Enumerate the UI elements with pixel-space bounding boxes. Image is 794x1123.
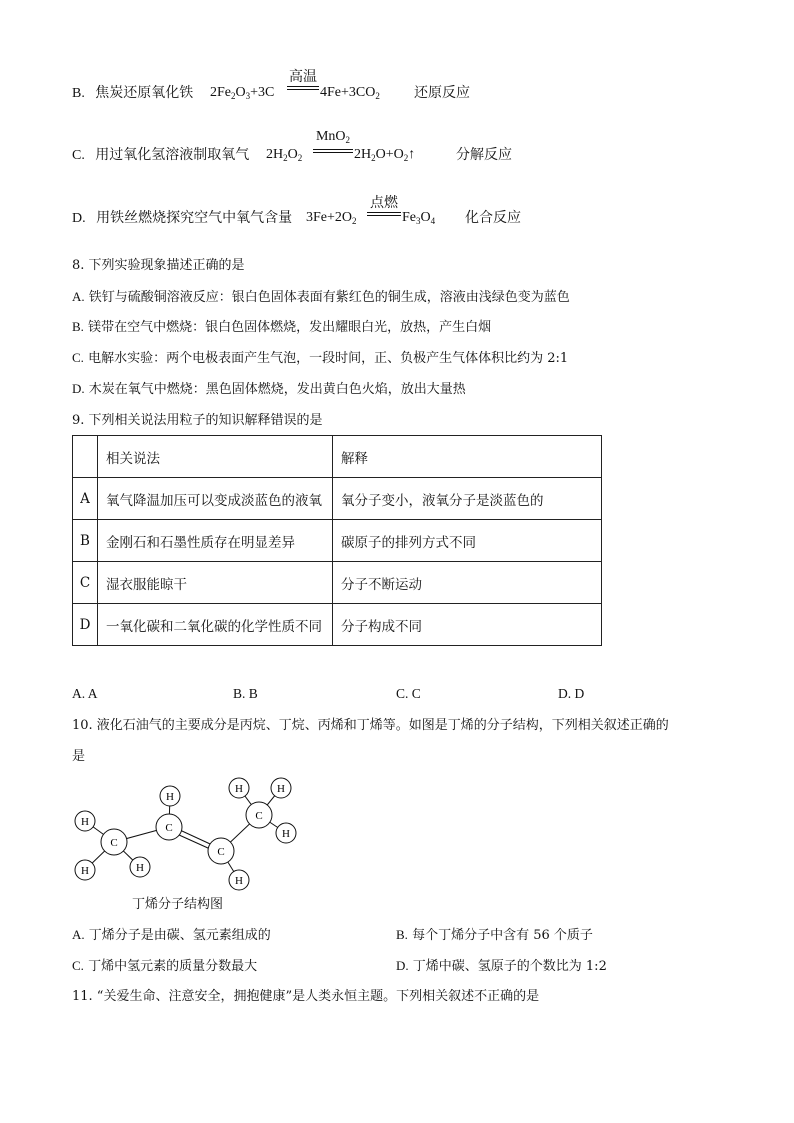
q10-stem-continued: 是: [72, 749, 86, 764]
svg-text:H: H: [81, 816, 89, 828]
equals-sign: [313, 149, 353, 153]
table-header-cell: 解释: [333, 436, 602, 478]
reaction-condition: 点燃: [370, 195, 398, 211]
table-cell: C: [73, 562, 98, 604]
svg-text:H: H: [166, 791, 174, 803]
carbon-atom: [246, 802, 272, 828]
table-cell: 金刚石和石墨性质存在明显差异: [98, 520, 333, 562]
q7-b-equation-rhs: $4Fe+3CO_2$: [320, 85, 380, 101]
option-label: C.: [72, 148, 85, 163]
table-cell: B: [73, 520, 98, 562]
table-cell: A: [73, 478, 98, 520]
svg-text:H: H: [235, 783, 243, 795]
svg-text:C: C: [255, 810, 263, 822]
reaction-type: 化合反应: [465, 210, 521, 226]
q10-option-c: C. 丁烯中氢元素的质量分数最大: [72, 958, 258, 974]
hydrogen-atom: [276, 823, 296, 843]
svg-text:C: C: [217, 846, 225, 858]
table-cell: 分子构成不同: [333, 604, 602, 646]
option-label: D.: [72, 211, 86, 226]
q8-option-c: C. 电解水实验：两个电极表面产生气泡，一段时间，正、负极产生气体体积比约为 2:1: [72, 350, 569, 366]
hydrogen-atom: [229, 778, 249, 798]
q10-option-b: B. 每个丁烯分子中含有 56 个质子: [396, 927, 593, 943]
option-text: 用铁丝燃烧探究空气中氧气含量: [96, 210, 293, 226]
carbon-atom: [101, 829, 127, 855]
table-row: [73, 478, 602, 520]
q8-option-d: D. 木炭在氧气中燃烧：黑色固体燃烧，发出黄白色火焰，放出大量热: [72, 381, 466, 397]
q7-d-equation-lhs: $3Fe+2O_2$: [306, 210, 357, 226]
table-row: [73, 604, 602, 646]
table-header-cell: 相关说法: [98, 436, 333, 478]
q7-option-c: [72, 146, 249, 165]
equals-sign: [367, 212, 401, 216]
reaction-condition: MnO$_2$: [315, 129, 351, 145]
table-cell: 分子不断运动: [333, 562, 602, 604]
q10-option-d: D. 丁烯中碳、氢原子的个数比为 1:2: [396, 958, 607, 974]
hydrogen-atom: [75, 860, 95, 880]
q7-option-d: [72, 209, 292, 228]
q7-d-equation-rhs: $Fe_3O_4$: [402, 210, 436, 226]
svg-text:C: C: [165, 822, 173, 834]
reaction-condition: 高温: [289, 69, 317, 85]
q9-answer-a: A. A: [72, 686, 98, 701]
table-header-row: [73, 436, 602, 478]
q8-stem: 8. 下列实验现象描述正确的是: [72, 258, 245, 273]
hydrogen-atom: [271, 778, 291, 798]
q7-b-equation-lhs: $2Fe_2O_3+3C$: [210, 85, 275, 101]
butene-molecule-diagram: [66, 772, 306, 894]
option-text: 用过氧化氢溶液制取氧气: [95, 147, 250, 163]
q11-stem: 11. “关爱生命、注意安全，拥抱健康”是人类永恒主题。下列相关叙述不正确的是: [72, 989, 540, 1004]
hydrogen-atom: [229, 870, 249, 890]
carbon-atom: [208, 838, 234, 864]
q7-c-equation-rhs: $2H_2O+O_2↑$: [354, 147, 416, 163]
q8-option-b: B. 镁带在空气中燃烧：银白色固体燃烧，发出耀眼白光，放热，产生白烟: [72, 319, 492, 335]
table-cell: 湿衣服能晾干: [98, 562, 333, 604]
svg-text:H: H: [136, 862, 144, 874]
table-cell: D: [73, 604, 98, 646]
hydrogen-atom: [130, 857, 150, 877]
q9-table: [72, 435, 602, 646]
hydrogen-atom: [160, 786, 180, 806]
atoms: [75, 778, 296, 890]
reaction-type: 分解反应: [456, 147, 512, 163]
table-row: [73, 520, 602, 562]
svg-text:C: C: [110, 837, 118, 849]
table-header-cell: [73, 436, 98, 478]
q8-option-a: A. 铁钉与硫酸铜溶液反应：银白色固体表面有紫红色的铜生成，溶液由浅绿色变为蓝色: [72, 289, 570, 305]
q7-option-b: [72, 84, 193, 103]
svg-text:H: H: [81, 865, 89, 877]
svg-text:H: H: [277, 783, 285, 795]
svg-text:H: H: [282, 828, 290, 840]
equals-sign: [287, 86, 319, 90]
svg-text:H: H: [235, 875, 243, 887]
reaction-type: 还原反应: [414, 85, 470, 101]
q9-answer-c: C. C: [396, 686, 421, 701]
hydrogen-atom: [75, 811, 95, 831]
option-text: 焦炭还原氧化铁: [95, 85, 194, 101]
option-label: B.: [72, 86, 85, 101]
q10-stem: 10. 液化石油气的主要成分是丙烷、丁烷、丙烯和丁烯等。如图是丁烯的分子结构，下列相关叙述正确的: [72, 718, 669, 733]
diagram-caption: 丁烯分子结构图: [132, 897, 224, 912]
q10-option-a: A. 丁烯分子是由碳、氢元素组成的: [72, 927, 271, 943]
carbon-atom: [156, 814, 182, 840]
table-row: [73, 562, 602, 604]
q9-answer-d: D. D: [558, 686, 585, 701]
table-cell: 氧气降温加压可以变成淡蓝色的液氧: [98, 478, 333, 520]
table-cell: 氧分子变小，液氧分子是淡蓝色的: [333, 478, 602, 520]
table-cell: 碳原子的排列方式不同: [333, 520, 602, 562]
q9-stem: 9. 下列相关说法用粒子的知识解释错误的是: [72, 413, 323, 428]
q7-c-equation-lhs: $2H_2O_2$: [266, 147, 303, 163]
table-cell: 一氧化碳和二氧化碳的化学性质不同: [98, 604, 333, 646]
q9-answer-b: B. B: [233, 686, 258, 701]
